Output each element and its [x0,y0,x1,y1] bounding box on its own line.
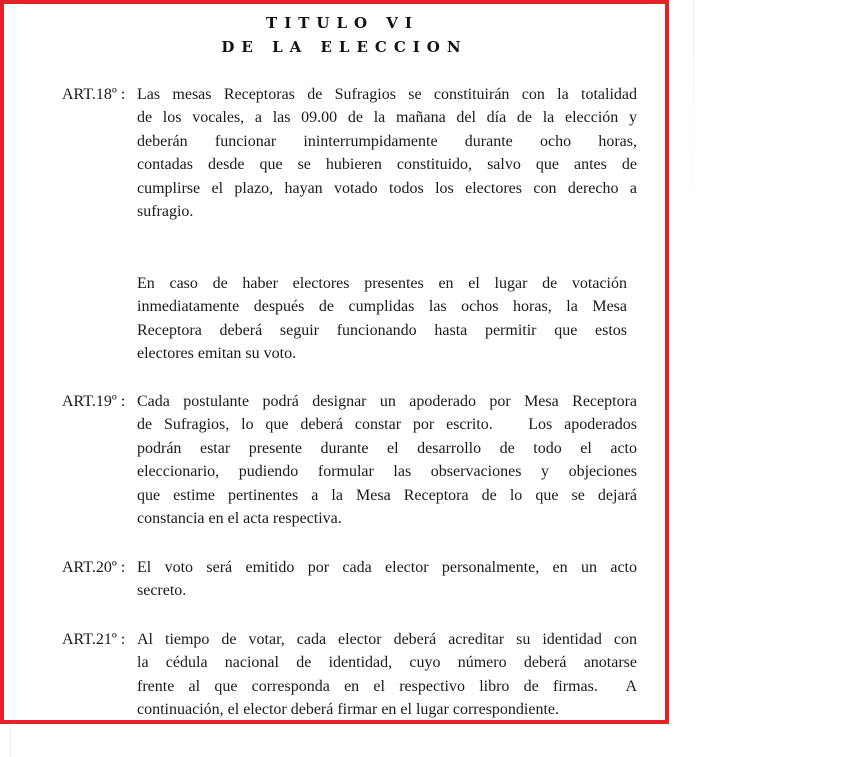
text-line: electores emitan su voto. [137,345,297,363]
text-line: Cada postulante podrá designar un apoderado por Mesa Receptora [137,393,637,410]
text-line: de Sufragios, lo que deberá constar por escrito. Los apoderados [137,416,637,434]
article-18-continuation [137,272,627,366]
article-label: ART.21º : [62,631,126,648]
article-label: ART.20º : [62,559,126,576]
text-line: Receptora deberá seguir funcionando hasta permitir que estos [137,321,627,339]
text-line: de los vocales, a las 09.00 de la mañana del día de la elección y [137,109,637,127]
text-line: podrán estar presente durante el desarrollo de todo el acto [137,439,637,457]
text-line: sufragio. [137,203,194,221]
text-line: secreto. [137,582,187,600]
text-line: continuación, el elector deberá firmar en el lugar correspondiente. [137,701,560,719]
article-20 [62,556,637,603]
text-line: Las mesas Receptoras de Sufragios se constituirán con la totalidad [137,86,637,103]
article-label: ART.18º : [62,86,126,103]
section-subtitle: DE LA ELECCION [221,38,468,56]
article-21 [62,628,637,722]
article-body [137,628,637,722]
text-line: Al tiempo de votar, cada elector deberá acreditar su identidad con [137,631,637,648]
text-line: eleccionario, pudiendo formular las observaciones y objeciones [137,463,637,481]
text-line: que estime pertinentes a la Mesa Receptora de lo que se dejará [137,486,637,504]
text-line: El voto será emitido por cada elector personalmente, en un acto [137,559,637,576]
scan-artifact-line [693,0,694,240]
scan-artifact-line [10,723,11,757]
article-19 [62,390,637,530]
text-line: contadas desde que se hubieren constituido, salvo que antes de [137,156,637,174]
article-body [137,390,637,530]
text-line: frente al que corresponda en el respectivo libro de firmas. A [137,677,637,695]
text-line: cumplirse el plazo, hayan votado todos los electores con derecho a [137,179,637,197]
article-body [137,83,637,223]
text-line: En caso de haber electores presentes en el lugar de votación [137,275,627,292]
text-line: inmediatamente después de cumplidas las ochos horas, la Mesa [137,298,627,316]
article-label: ART.19º : [62,393,126,410]
article-body [137,556,637,603]
article-18 [62,83,637,223]
text-line: deberán funcionar ininterrumpidamente durante ocho horas, [137,132,637,150]
text-line: constancia en el acta respectiva. [137,510,342,528]
text-line: la cédula nacional de identidad, cuyo número deberá anotarse [137,654,637,672]
section-title: TITULO VI [266,14,419,32]
